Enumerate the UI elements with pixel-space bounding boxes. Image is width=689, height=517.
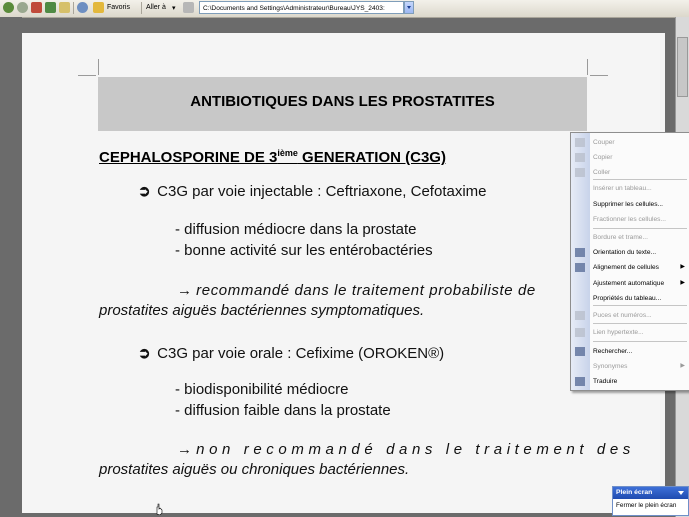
- forward-icon[interactable]: [17, 2, 28, 13]
- refresh-icon[interactable]: [45, 2, 56, 13]
- hyperlink-icon: [575, 328, 585, 337]
- viewer-background: [0, 17, 22, 517]
- address-dropdown-button[interactable]: [404, 1, 414, 14]
- menu-item-label: Rechercher...: [593, 348, 633, 355]
- menu-item[interactable]: [571, 325, 689, 340]
- menu-item[interactable]: [571, 197, 689, 212]
- search-icon[interactable]: [77, 2, 88, 13]
- menu-item-label: Coller: [593, 169, 611, 176]
- menu-separator: [593, 341, 687, 342]
- close-fullscreen-button[interactable]: Fermer le plein écran: [616, 502, 677, 509]
- menu-item[interactable]: [571, 165, 689, 180]
- favorites-icon[interactable]: [93, 2, 104, 13]
- menu-item-label: Supprimer les cellules...: [593, 201, 663, 208]
- menu-item[interactable]: [571, 344, 689, 359]
- page-title: ANTIBIOTIQUES DANS LES PROSTATITES: [190, 93, 495, 110]
- crop-mark: [590, 75, 608, 76]
- bullet-oral: [138, 344, 444, 362]
- menu-item-label: Lien hypertexte...: [593, 329, 644, 336]
- detail-line: - bonne activité sur les entérobactéries: [175, 242, 433, 259]
- crop-mark: [78, 75, 96, 76]
- menu-item[interactable]: [571, 260, 689, 275]
- menu-item-label: Ajustement automatique: [593, 280, 665, 287]
- note-text: non recommandé dans le traitement des: [196, 441, 635, 458]
- translate-icon: [575, 377, 585, 386]
- detail-line: - diffusion faible dans la prostate: [175, 402, 391, 419]
- menu-item-label: Couper: [593, 139, 615, 146]
- recommendation-line: prostatites aiguës bactériennes symptomatiques.: [99, 302, 425, 319]
- stop-icon[interactable]: [31, 2, 42, 13]
- cell-align-icon: [575, 263, 585, 272]
- menu-item[interactable]: [571, 374, 689, 389]
- menu-item[interactable]: [571, 230, 689, 245]
- heading-superscript: ième: [277, 148, 298, 158]
- fullscreen-title[interactable]: Plein écran: [613, 487, 688, 499]
- menu-item[interactable]: [571, 245, 689, 260]
- note-arrow-icon: →: [177, 282, 192, 299]
- bullet-arrow-icon: ➲: [138, 345, 151, 362]
- address-field[interactable]: C:\Documents and Settings\Administrateur\Bureau\JYS_2403:: [199, 1, 404, 14]
- menu-item-label: Insérer un tableau...: [593, 185, 652, 192]
- bullet-text: C3G par voie orale : Cefixime (OROKEN®): [157, 345, 445, 362]
- home-icon[interactable]: [59, 2, 70, 13]
- crop-mark: [587, 59, 588, 75]
- research-icon: [575, 347, 585, 356]
- goto-button[interactable]: Aller à: [146, 4, 166, 11]
- submenu-arrow-icon: ▶: [680, 280, 685, 286]
- menu-item[interactable]: [571, 308, 689, 323]
- toolbar-divider: [141, 2, 142, 14]
- recommendation-line: [177, 282, 536, 299]
- detail-line: - biodisponibilité médiocre: [175, 381, 349, 398]
- menu-item-label: Traduire: [593, 378, 618, 385]
- menu-item-label: Synonymes: [593, 363, 628, 370]
- context-menu: [570, 132, 689, 391]
- menu-item[interactable]: [571, 359, 689, 374]
- recommendation-line: prostatites aiguës ou chroniques bactériennes.: [99, 461, 410, 478]
- submenu-arrow-icon: ▶: [680, 264, 685, 270]
- bullet-text: C3G par voie injectable : Ceftriaxone, Cefotaxime: [157, 183, 487, 200]
- menu-item[interactable]: [571, 150, 689, 165]
- detail-line: - diffusion médiocre dans la prostate: [175, 221, 417, 238]
- menu-item-label: Copier: [593, 154, 613, 161]
- bullet-injectable: [138, 182, 487, 200]
- crop-mark: [98, 59, 99, 75]
- bullets-icon: [575, 311, 585, 320]
- menu-item-label: Alignement de cellules: [593, 264, 659, 271]
- favorites-button[interactable]: Favoris: [107, 4, 130, 11]
- menu-separator: [593, 323, 687, 324]
- heading-text: CEPHALOSPORINE DE 3: [99, 149, 278, 166]
- menu-item[interactable]: [571, 212, 689, 227]
- fullscreen-toolbar: [612, 486, 689, 516]
- submenu-arrow-icon: ▶: [680, 363, 685, 369]
- goto-dropdown-icon[interactable]: ▾: [172, 5, 176, 12]
- toolbar-divider: [73, 2, 74, 14]
- bullet-arrow-icon: ➲: [138, 183, 151, 200]
- heading-text-end: GENERATION (C3G): [297, 149, 446, 166]
- back-icon[interactable]: [3, 2, 14, 13]
- menu-item-label: Bordure et trame...: [593, 234, 648, 241]
- page-icon: [183, 2, 194, 13]
- browser-toolbar: [0, 0, 689, 18]
- paste-icon: [575, 168, 585, 177]
- recommendation-line: [177, 441, 635, 458]
- mouse-cursor-icon: [154, 503, 163, 515]
- menu-item-label: Propriétés du tableau...: [593, 295, 662, 302]
- scrollbar-thumb[interactable]: [677, 37, 688, 97]
- section-heading: [99, 148, 446, 166]
- menu-separator: [593, 228, 687, 229]
- note-text: recommandé dans le traitement probabiliste de: [196, 282, 536, 299]
- menu-item[interactable]: [571, 276, 689, 291]
- menu-item[interactable]: [571, 135, 689, 150]
- menu-item[interactable]: [571, 291, 689, 306]
- menu-item-label: Fractionner les cellules...: [593, 216, 666, 223]
- scissors-icon: [575, 138, 585, 147]
- note-arrow-icon: →: [177, 441, 192, 458]
- menu-item[interactable]: [571, 181, 689, 196]
- text-direction-icon: [575, 248, 585, 257]
- menu-item-label: Puces et numéros...: [593, 312, 652, 319]
- copy-icon: [575, 153, 585, 162]
- menu-item-label: Orientation du texte...: [593, 249, 657, 256]
